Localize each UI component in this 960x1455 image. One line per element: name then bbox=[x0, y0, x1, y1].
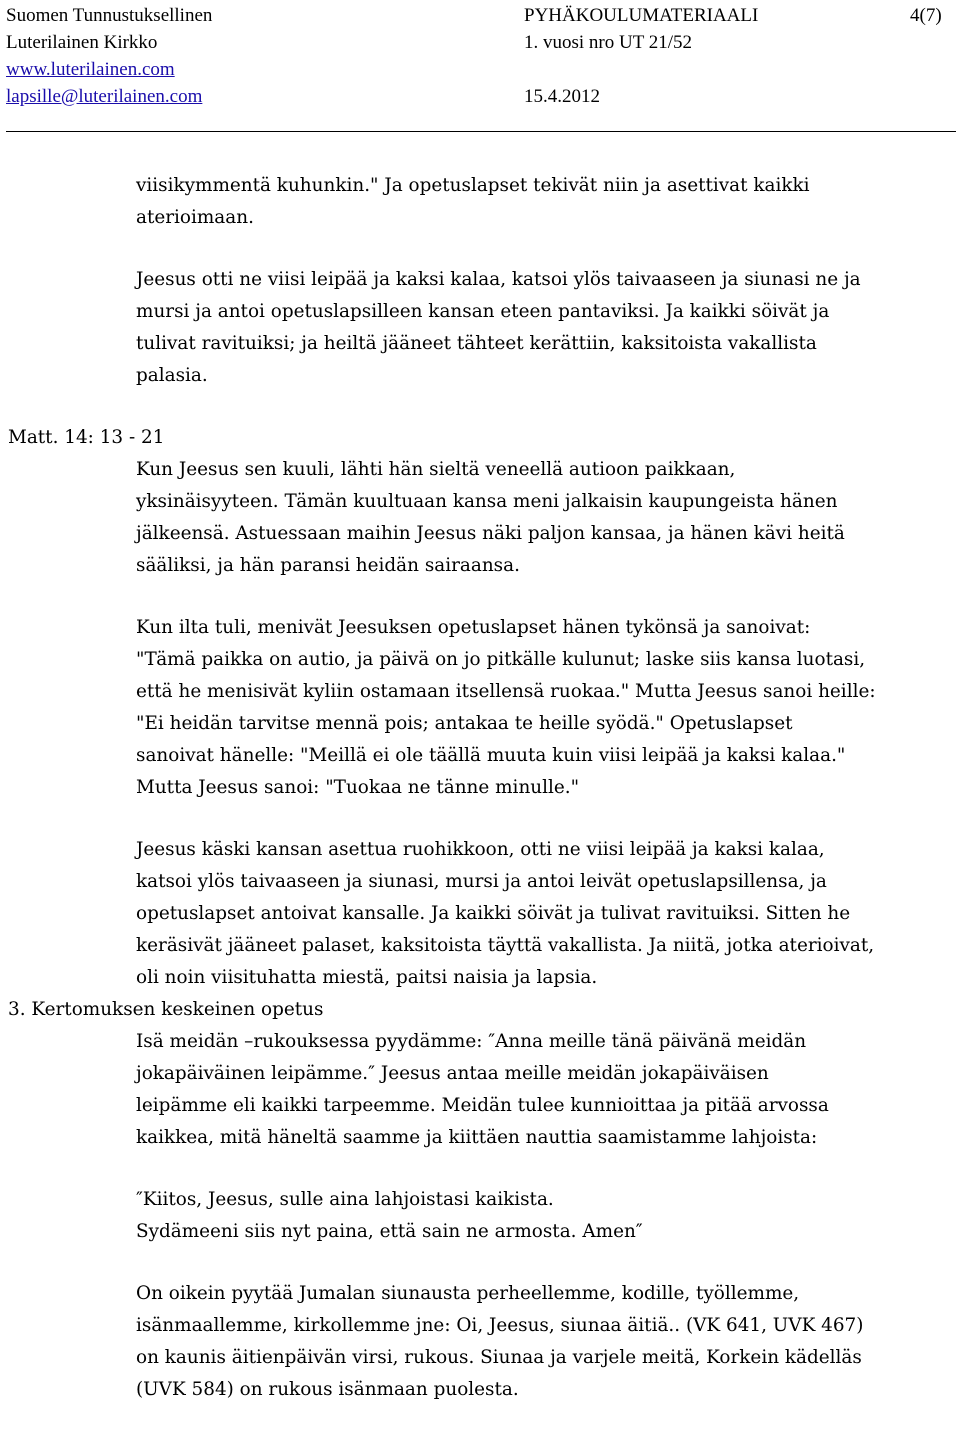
text-line: tulivat ravituiksi; ja heiltä jääneet tähteet kerättiin, kaksitoista vakallista bbox=[136, 333, 817, 354]
text-line: sääliksi, ja hän paransi heidän sairaansa. bbox=[136, 555, 520, 576]
text-line: yksinäisyyteen. Tämän kuultuaan kansa meni jalkaisin kaupungeista hänen bbox=[136, 491, 838, 512]
scripture-reference: Matt. 14: 13 - 21 bbox=[8, 427, 165, 448]
org-name-line2: Luterilainen Kirkko bbox=[6, 32, 158, 53]
text-line: Kun Jeesus sen kuuli, lähti hän sieltä veneellä autioon paikkaan, bbox=[136, 459, 736, 480]
text-line: jokapäiväinen leipämme.″ Jeesus antaa meille meidän jokapäiväisen bbox=[136, 1063, 769, 1084]
text-line: mursi ja antoi opetuslapsilleen kansan eteen pantaviksi. Ja kaikki söivät ja bbox=[136, 301, 830, 322]
document-body bbox=[0, 170, 960, 1406]
text-line: aterioimaan. bbox=[136, 207, 254, 228]
text-line: palasia. bbox=[136, 365, 208, 386]
page-number: 4(7) bbox=[910, 5, 942, 26]
text-line: Jeesus otti ne viisi leipää ja kaksi kalaa, katsoi ylös taivaaseen ja siunasi ne ja bbox=[136, 269, 861, 290]
paragraph-2 bbox=[0, 264, 960, 392]
header-divider bbox=[6, 131, 956, 132]
prayer-verse bbox=[0, 1184, 960, 1248]
paragraph-1 bbox=[0, 170, 960, 234]
text-line: että he menisivät kyliin ostamaan itsellensä ruokaa." Mutta Jeesus sanoi heille: bbox=[136, 681, 876, 702]
document-date: 15.4.2012 bbox=[524, 86, 600, 107]
text-line: viisikymmentä kuhunkin." Ja opetuslapset tekivät niin ja asettivat kaikki bbox=[136, 175, 810, 196]
text-line: opetuslapset antoivat kansalle. Ja kaikki söivät ja tulivat ravituiksi. Sitten he bbox=[136, 903, 851, 924]
text-line: Isä meidän –rukouksessa pyydämme: ″Anna meille tänä päivänä meidän bbox=[136, 1031, 807, 1052]
text-line: ″Kiitos, Jeesus, sulle aina lahjoistasi kaikista. bbox=[136, 1189, 554, 1210]
text-line: jälkeensä. Astuessaan maihin Jeesus näki paljon kansaa, ja hänen kävi heitä bbox=[136, 523, 845, 544]
text-line: Mutta Jeesus sanoi: "Tuokaa ne tänne minulle." bbox=[136, 777, 580, 798]
paragraph-5 bbox=[0, 834, 960, 994]
text-line: on kaunis äitienpäivän virsi, rukous. Siunaa ja varjele meitä, Korkein kädelläs bbox=[136, 1347, 862, 1368]
text-line: Jeesus käski kansan asettua ruohikkoon, otti ne viisi leipää ja kaksi kalaa, bbox=[136, 839, 825, 860]
text-line: leipämme eli kaikki tarpeemme. Meidän tulee kunnioittaa ja pitää arvossa bbox=[136, 1095, 829, 1116]
paragraph-6 bbox=[0, 1026, 960, 1154]
page-header bbox=[6, 2, 956, 110]
text-line: On oikein pyytää Jumalan siunausta perheellemme, kodille, työllemme, bbox=[136, 1283, 800, 1304]
text-line: (UVK 584) on rukous isänmaan puolesta. bbox=[136, 1379, 519, 1400]
text-line: isänmaallemme, kirkollemme jne: Oi, Jeesus, siunaa äitiä.. (VK 641, UVK 467) bbox=[136, 1315, 864, 1336]
material-number: 1. vuosi nro UT 21/52 bbox=[524, 32, 693, 53]
section-heading: 3. Kertomuksen keskeinen opetus bbox=[8, 999, 324, 1020]
text-line: "Tämä paikka on autio, ja päivä on jo pitkälle kulunut; laske siis kansa luotasi, bbox=[136, 649, 866, 670]
paragraph-7 bbox=[0, 1278, 960, 1406]
text-line: Kun ilta tuli, menivät Jeesuksen opetuslapset hänen tykönsä ja sanoivat: bbox=[136, 617, 811, 638]
text-line: Sydämeeni siis nyt paina, että sain ne armosta. Amen″ bbox=[136, 1221, 643, 1242]
text-line: kaikkea, mitä häneltä saamme ja kiittäen nauttia saamistamme lahjoista: bbox=[136, 1127, 818, 1148]
text-line: sanoivat hänelle: "Meillä ei ole täällä muuta kuin viisi leipää ja kaksi kalaa." bbox=[136, 745, 846, 766]
text-line: "Ei heidän tarvitse mennä pois; antakaa te heille syödä." Opetuslapset bbox=[136, 713, 793, 734]
website-link[interactable]: www.luterilainen.com bbox=[6, 59, 175, 80]
text-line: katsoi ylös taivaaseen ja siunasi, mursi ja antoi leivät opetuslapsillensa, ja bbox=[136, 871, 827, 892]
material-title: PYHÄKOULUMATERIAALI bbox=[524, 5, 759, 26]
paragraph-4 bbox=[0, 612, 960, 804]
org-name-line1: Suomen Tunnustuksellinen bbox=[6, 5, 213, 26]
email-link[interactable]: lapsille@luterilainen.com bbox=[6, 86, 203, 107]
paragraph-3 bbox=[0, 454, 960, 582]
text-line: oli noin viisituhatta miestä, paitsi naisia ja lapsia. bbox=[136, 967, 598, 988]
text-line: keräsivät jääneet palaset, kaksitoista täyttä vakallista. Ja niitä, jotka aterioivat, bbox=[136, 935, 875, 956]
